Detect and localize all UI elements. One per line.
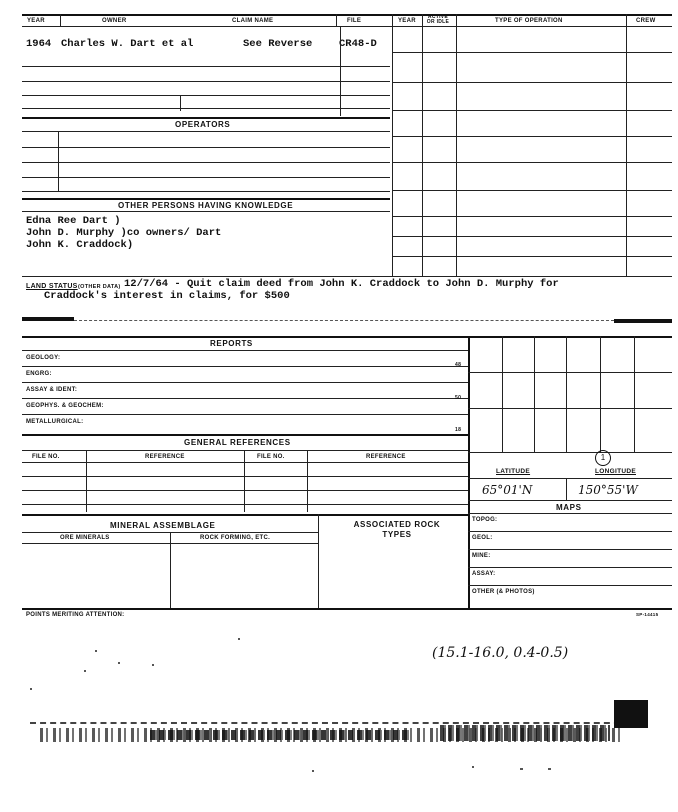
row-rule [392, 216, 672, 217]
row-rule [22, 131, 390, 132]
row-rule [22, 95, 390, 96]
owner-name: Charles W. Dart et al [61, 38, 194, 50]
grid-line [468, 452, 672, 453]
header-bottom-rule [22, 26, 672, 27]
report-geophys: GEOPHYS. & GEOCHEM: [26, 403, 104, 409]
scan-speck [95, 650, 97, 652]
bottom-smudge-line [30, 722, 630, 724]
form-code: SP-14415 [636, 612, 659, 617]
maps-assay: ASSAY: [472, 571, 496, 577]
person-2: John D. Murphy )co owners/ Dart [26, 227, 222, 239]
header-year: YEAR [27, 18, 45, 24]
scan-speck [30, 688, 32, 690]
general-refs-heading: GENERAL REFERENCES [184, 438, 291, 447]
separator-bar-left [22, 317, 74, 321]
col-divider [58, 131, 59, 191]
row-rule [22, 177, 390, 178]
row-rule [22, 504, 468, 505]
bottom-scan-smudge-dark [150, 730, 410, 740]
row-rule [22, 462, 468, 463]
side-number: 18 [455, 427, 462, 433]
grid-line [566, 336, 567, 452]
scan-speck [84, 670, 86, 672]
mineral-top-rule [22, 514, 468, 516]
col-divider [244, 450, 245, 512]
rock-forming-label: ROCK FORMING, ETC. [200, 535, 271, 541]
row-rule [392, 136, 672, 137]
row-rule [392, 110, 672, 111]
row-rule [22, 414, 468, 415]
header-year-2: YEAR [398, 18, 416, 24]
row-rule [468, 567, 672, 568]
grid-line [468, 372, 672, 373]
others-heading: OTHER PERSONS HAVING KNOWLEDGE [118, 201, 294, 210]
longitude-circle-mark: 1 [595, 450, 611, 466]
grid-line [502, 336, 503, 452]
row-rule [392, 52, 672, 53]
land-status-label: LAND STATUS [26, 283, 78, 290]
land-status-line-2: Craddock's interest in claims, for $500 [44, 290, 290, 302]
ore-minerals-label: ORE MINERALS [60, 535, 110, 541]
points-label: POINTS MERITING ATTENTION: [26, 612, 125, 618]
row-rule [22, 162, 390, 163]
land-status-top-rule [22, 276, 672, 277]
maps-other: OTHER (& PHOTOS) [472, 589, 535, 595]
maps-geol: GEOL: [472, 535, 493, 541]
land-status-line-1: 12/7/64 - Quit claim deed from John K. Craddock to John D. Murphy for [124, 278, 559, 290]
separator-bar-right [614, 319, 672, 323]
row-rule [22, 366, 468, 367]
header-crew: CREW [636, 18, 656, 24]
scan-speck [548, 768, 551, 770]
row-rule [22, 398, 468, 399]
longitude-value: 150°55'W [578, 483, 638, 497]
grid-line [468, 408, 672, 409]
col-divider [60, 14, 61, 26]
col-divider [170, 532, 171, 608]
row-rule [22, 490, 468, 491]
report-metallurgical: METALLURGICAL: [26, 419, 84, 425]
row-rule [392, 236, 672, 237]
row-rule [392, 162, 672, 163]
report-engrg: ENGRG: [26, 371, 52, 377]
col-divider [307, 450, 308, 512]
ref-col-file-2: FILE NO. [257, 454, 285, 460]
header-type-of-operation: TYPE OF OPERATION [495, 18, 563, 24]
row-rule [22, 476, 468, 477]
ref-col-file-1: FILE NO. [32, 454, 60, 460]
maps-mine: MINE: [472, 553, 491, 559]
row-rule [468, 585, 672, 586]
assoc-rock-types-label: ASSOCIATED ROCK TYPES [353, 520, 441, 539]
ref-col-reference-2: REFERENCE [366, 454, 406, 460]
row-rule [22, 382, 468, 383]
claim-name-value: See Reverse [243, 38, 313, 50]
row-rule [468, 478, 672, 479]
row-rule [392, 82, 672, 83]
row-rule [392, 190, 672, 191]
bottom-black-block [614, 700, 648, 728]
scan-speck [312, 770, 314, 772]
col-divider [318, 514, 319, 608]
person-3: John K. Craddock) [26, 239, 134, 251]
latitude-label: LATITUDE [496, 468, 531, 475]
header-active-idle: ACTIVE OR IDLE [426, 14, 450, 25]
grid-line [634, 336, 635, 452]
col-divider [340, 26, 341, 116]
reports-top-rule [22, 336, 672, 338]
col-divider [566, 478, 567, 500]
report-assay: ASSAY & IDENT: [26, 387, 78, 393]
row-rule [22, 450, 468, 451]
grid-line [600, 336, 601, 452]
owner-year: 1964 [26, 38, 52, 50]
scan-speck [520, 768, 523, 770]
mineral-heading: MINERAL ASSEMBLAGE [110, 521, 216, 530]
header-file: FILE [347, 18, 362, 24]
row-rule [22, 211, 390, 212]
maps-heading: MAPS [556, 503, 582, 512]
scan-speck [152, 664, 154, 666]
scan-speck [472, 766, 474, 768]
header-claim-name: CLAIM NAME [232, 18, 274, 24]
latitude-value: 65°01'N [482, 483, 533, 497]
row-rule [468, 513, 672, 514]
row-rule [22, 108, 390, 109]
scan-speck [238, 638, 240, 640]
scan-speck [118, 662, 120, 664]
longitude-label: LONGITUDE [595, 468, 636, 475]
row-rule [22, 191, 390, 192]
col-divider [336, 14, 337, 26]
row-rule [22, 81, 390, 82]
col-divider [180, 95, 181, 111]
others-top-rule [22, 198, 390, 200]
row-rule [22, 350, 468, 351]
row-rule [22, 66, 390, 67]
person-1: Edna Ree Dart ) [26, 215, 121, 227]
operators-top-rule [22, 117, 390, 119]
row-rule [468, 531, 672, 532]
land-status-sub: (OTHER DATA) [78, 284, 121, 290]
reports-heading: REPORTS [210, 339, 253, 348]
file-value: CR48-D [339, 38, 377, 50]
maps-topog: TOPOG: [472, 517, 498, 523]
side-number: 48 [455, 362, 462, 368]
row-rule [22, 147, 390, 148]
col-divider [86, 450, 87, 512]
points-top-rule [22, 608, 672, 610]
header-owner: OWNER [102, 18, 127, 24]
ref-col-reference-1: REFERENCE [145, 454, 185, 460]
handwritten-note: (15.1-16.0, 0.4-0.5) [432, 645, 569, 661]
separator-dashed [74, 320, 614, 321]
row-rule [468, 549, 672, 550]
grid-line [534, 336, 535, 452]
side-number: 50 [455, 395, 462, 401]
bottom-scan-smudge-right [440, 725, 610, 741]
row-rule [468, 500, 672, 501]
operators-heading: OPERATORS [175, 120, 231, 129]
general-refs-top-rule [22, 434, 468, 436]
row-rule [392, 256, 672, 257]
report-geology: GEOLOGY: [26, 355, 61, 361]
top-border [22, 14, 672, 16]
